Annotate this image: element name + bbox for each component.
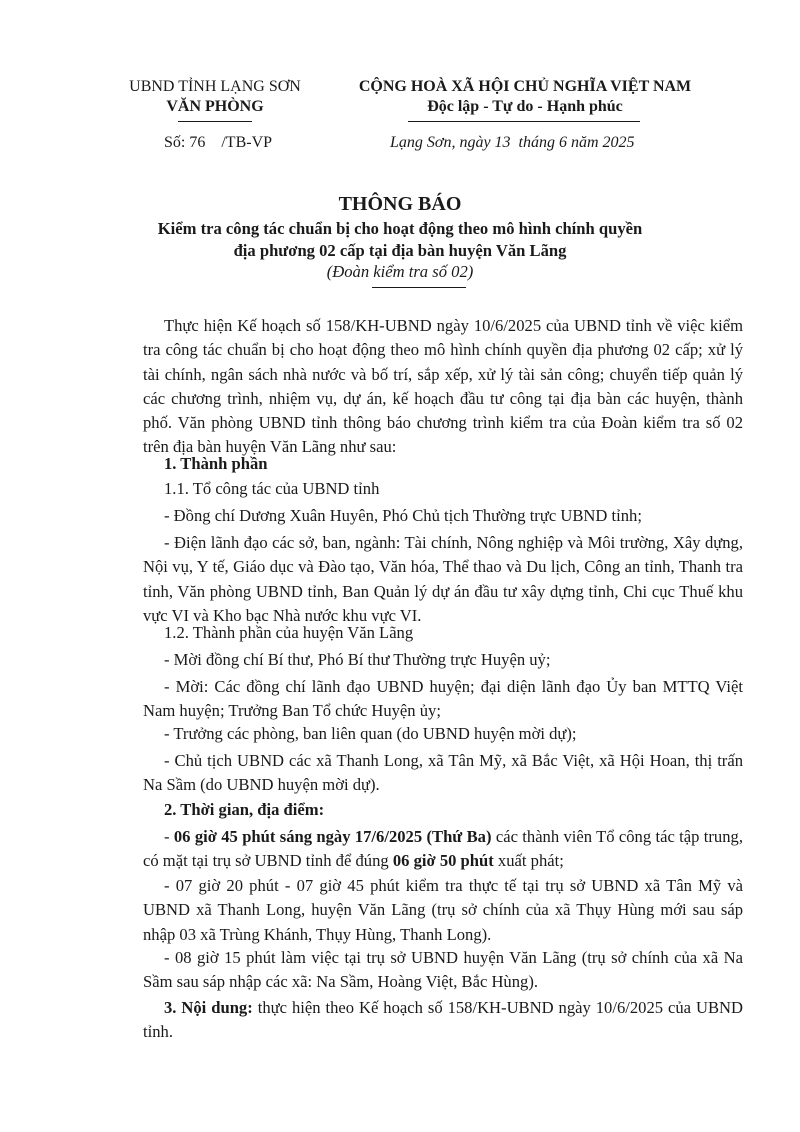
nation-block xyxy=(330,77,720,117)
dash: - xyxy=(164,827,174,846)
subtitle-line-1: Kiểm tra công tác chuẩn bị cho hoạt động theo mô hình chính quyền xyxy=(157,219,643,238)
section-1-2-c-text: - Trưởng các phòng, ban liên quan (do UBND huyện mời dự); xyxy=(164,724,577,743)
section-2-b xyxy=(143,874,743,947)
section-1-heading-text: 1. Thành phần xyxy=(164,454,268,473)
section-1-2-d-text: - Chủ tịch UBND các xã Thanh Long, xã Tân Mỹ, xã Bắc Việt, xã Hội Hoan, thị trấn Na Sầm (do UBND huyện mời dự). xyxy=(143,751,743,795)
nation-title: CỘNG HOÀ XÃ HỘI CHỦ NGHĨA VIỆT NAM xyxy=(358,78,692,95)
inspection-team: (Đoàn kiểm tra số 02) xyxy=(326,262,474,281)
agency-block xyxy=(110,77,320,117)
section-2-a-text xyxy=(143,825,743,874)
section-1-2-b-text: - Mời: Các đồng chí lãnh đạo UBND huyện; đại diện lãnh đạo Ủy ban MTTQ Việt Nam huyện; Trưởng Ban Tổ chức Huyện ủy; xyxy=(143,677,743,721)
section-1-1-a-text: - Đồng chí Dương Xuân Huyên, Phó Chủ tịch Thường trực UBND tỉnh; xyxy=(164,506,642,525)
title-underline xyxy=(372,287,466,288)
section-2-heading xyxy=(143,798,743,822)
section-1-1-b xyxy=(143,531,743,628)
section-1-2 xyxy=(143,621,743,645)
section-2-c xyxy=(143,946,743,995)
section-2-c-text: - 08 giờ 15 phút làm việc tại trụ sở UBND huyện Văn Lãng (trụ sở chính của xã Na Sầm sau sáp nhập các xã: Na Sầm, Hoàng Việt, Bắc Hùng). xyxy=(143,948,743,992)
intro-text: Thực hiện Kế hoạch số 158/KH-UBND ngày 10/6/2025 của UBND tỉnh về việc kiểm tra công tác chuẩn bị cho hoạt động theo mô hình chính quyền địa phương 02 cấp; xử lý tài chính, ngân sách nhà nước và bố trí, sắp xếp, xử lý tài sản công; chuyển tiếp quản lý các chương trình, nhiệm vụ, dự án, kế hoạch đầu tư công tại địa bàn các huyện, thành phố. Văn phòng UBND tỉnh thông báo chương trình kiểm tra của Đoàn kiểm tra số 02 trên địa bàn huyện Văn Lãng như sau: xyxy=(143,316,743,457)
section-1-2-b xyxy=(143,675,743,724)
subtitle-line-2: địa phương 02 cấp tại địa bàn huyện Văn Lãng xyxy=(233,241,567,260)
section-1-1-a xyxy=(143,504,743,528)
section-1-1-text: 1.1. Tổ công tác của UBND tỉnh xyxy=(164,479,380,498)
document-subtitle xyxy=(0,218,800,262)
section-3-text xyxy=(143,996,743,1045)
motto-underline xyxy=(408,121,640,122)
section-1-2-d xyxy=(143,749,743,798)
section-1-2-text: 1.2. Thành phần của huyện Văn Lãng xyxy=(164,623,414,642)
section-1-2-a xyxy=(143,648,743,672)
section-1-heading xyxy=(143,452,743,476)
departure-time: 06 giờ 50 phút xyxy=(392,851,494,871)
document-title: THÔNG BÁO xyxy=(338,193,462,215)
intro-paragraph xyxy=(143,314,743,460)
section-2-a xyxy=(143,825,743,874)
document-number: Số: 76 /TB-VP xyxy=(164,134,273,151)
section-2-b-text: - 07 giờ 20 phút - 07 giờ 45 phút kiểm tra thực tế tại trụ sở UBND xã Tân Mỹ và UBND xã Thanh Long, huyện Văn Lãng (trụ sở chính của xã Thụy Hùng mới sau sáp nhập 03 xã Trùng Khánh, Thụy Hùng, Thanh Long). xyxy=(143,876,743,944)
section-3-content: thực hiện theo Kế hoạch số 158/KH-UBND ngày 10/6/2025 của UBND tỉnh. xyxy=(143,998,743,1042)
place-date: Lạng Sơn, ngày 13 tháng 6 năm 2025 xyxy=(390,134,635,151)
section-2-heading-text: 2. Thời gian, địa điểm: xyxy=(164,800,325,819)
agency-underline xyxy=(178,121,252,122)
departure-date: 06 giờ 45 phút sáng ngày 17/6/2025 (Thứ Ba) xyxy=(173,827,492,846)
section-3 xyxy=(143,996,743,1045)
agency-name: VĂN PHÒNG xyxy=(166,98,264,115)
section-3-heading: 3. Nội dung: xyxy=(164,998,253,1017)
section-1-2-a-text: - Mời đồng chí Bí thư, Phó Bí thư Thường trực Huyện uỷ; xyxy=(164,650,551,669)
section-2-a-mid: các thành viên Tổ công tác tập trung, có mặt tại trụ sở UBND tỉnh để đúng xyxy=(143,827,743,871)
agency-parent: UBND TỈNH LẠNG SƠN xyxy=(129,78,301,95)
section-1-2-c xyxy=(143,722,743,746)
section-2-a-end: xuất phát; xyxy=(493,851,564,871)
section-1-1-b-text: - Điện lãnh đạo các sở, ban, ngành: Tài chính, Nông nghiệp và Môi trường, Xây dựng, Nội vụ, Y tế, Giáo dục và Đào tạo, Văn hóa, Thể thao và Du lịch, Công an tỉnh, Thanh tra tỉnh, Văn phòng UBND tỉnh, Ban Quản lý dự án đầu tư xây dựng tỉnh, Chi cục Thuế khu vực VI và Kho bạc Nhà nước khu vực VI. xyxy=(143,533,743,625)
section-1-1 xyxy=(143,477,743,501)
motto: Độc lập - Tự do - Hạnh phúc xyxy=(427,98,623,115)
